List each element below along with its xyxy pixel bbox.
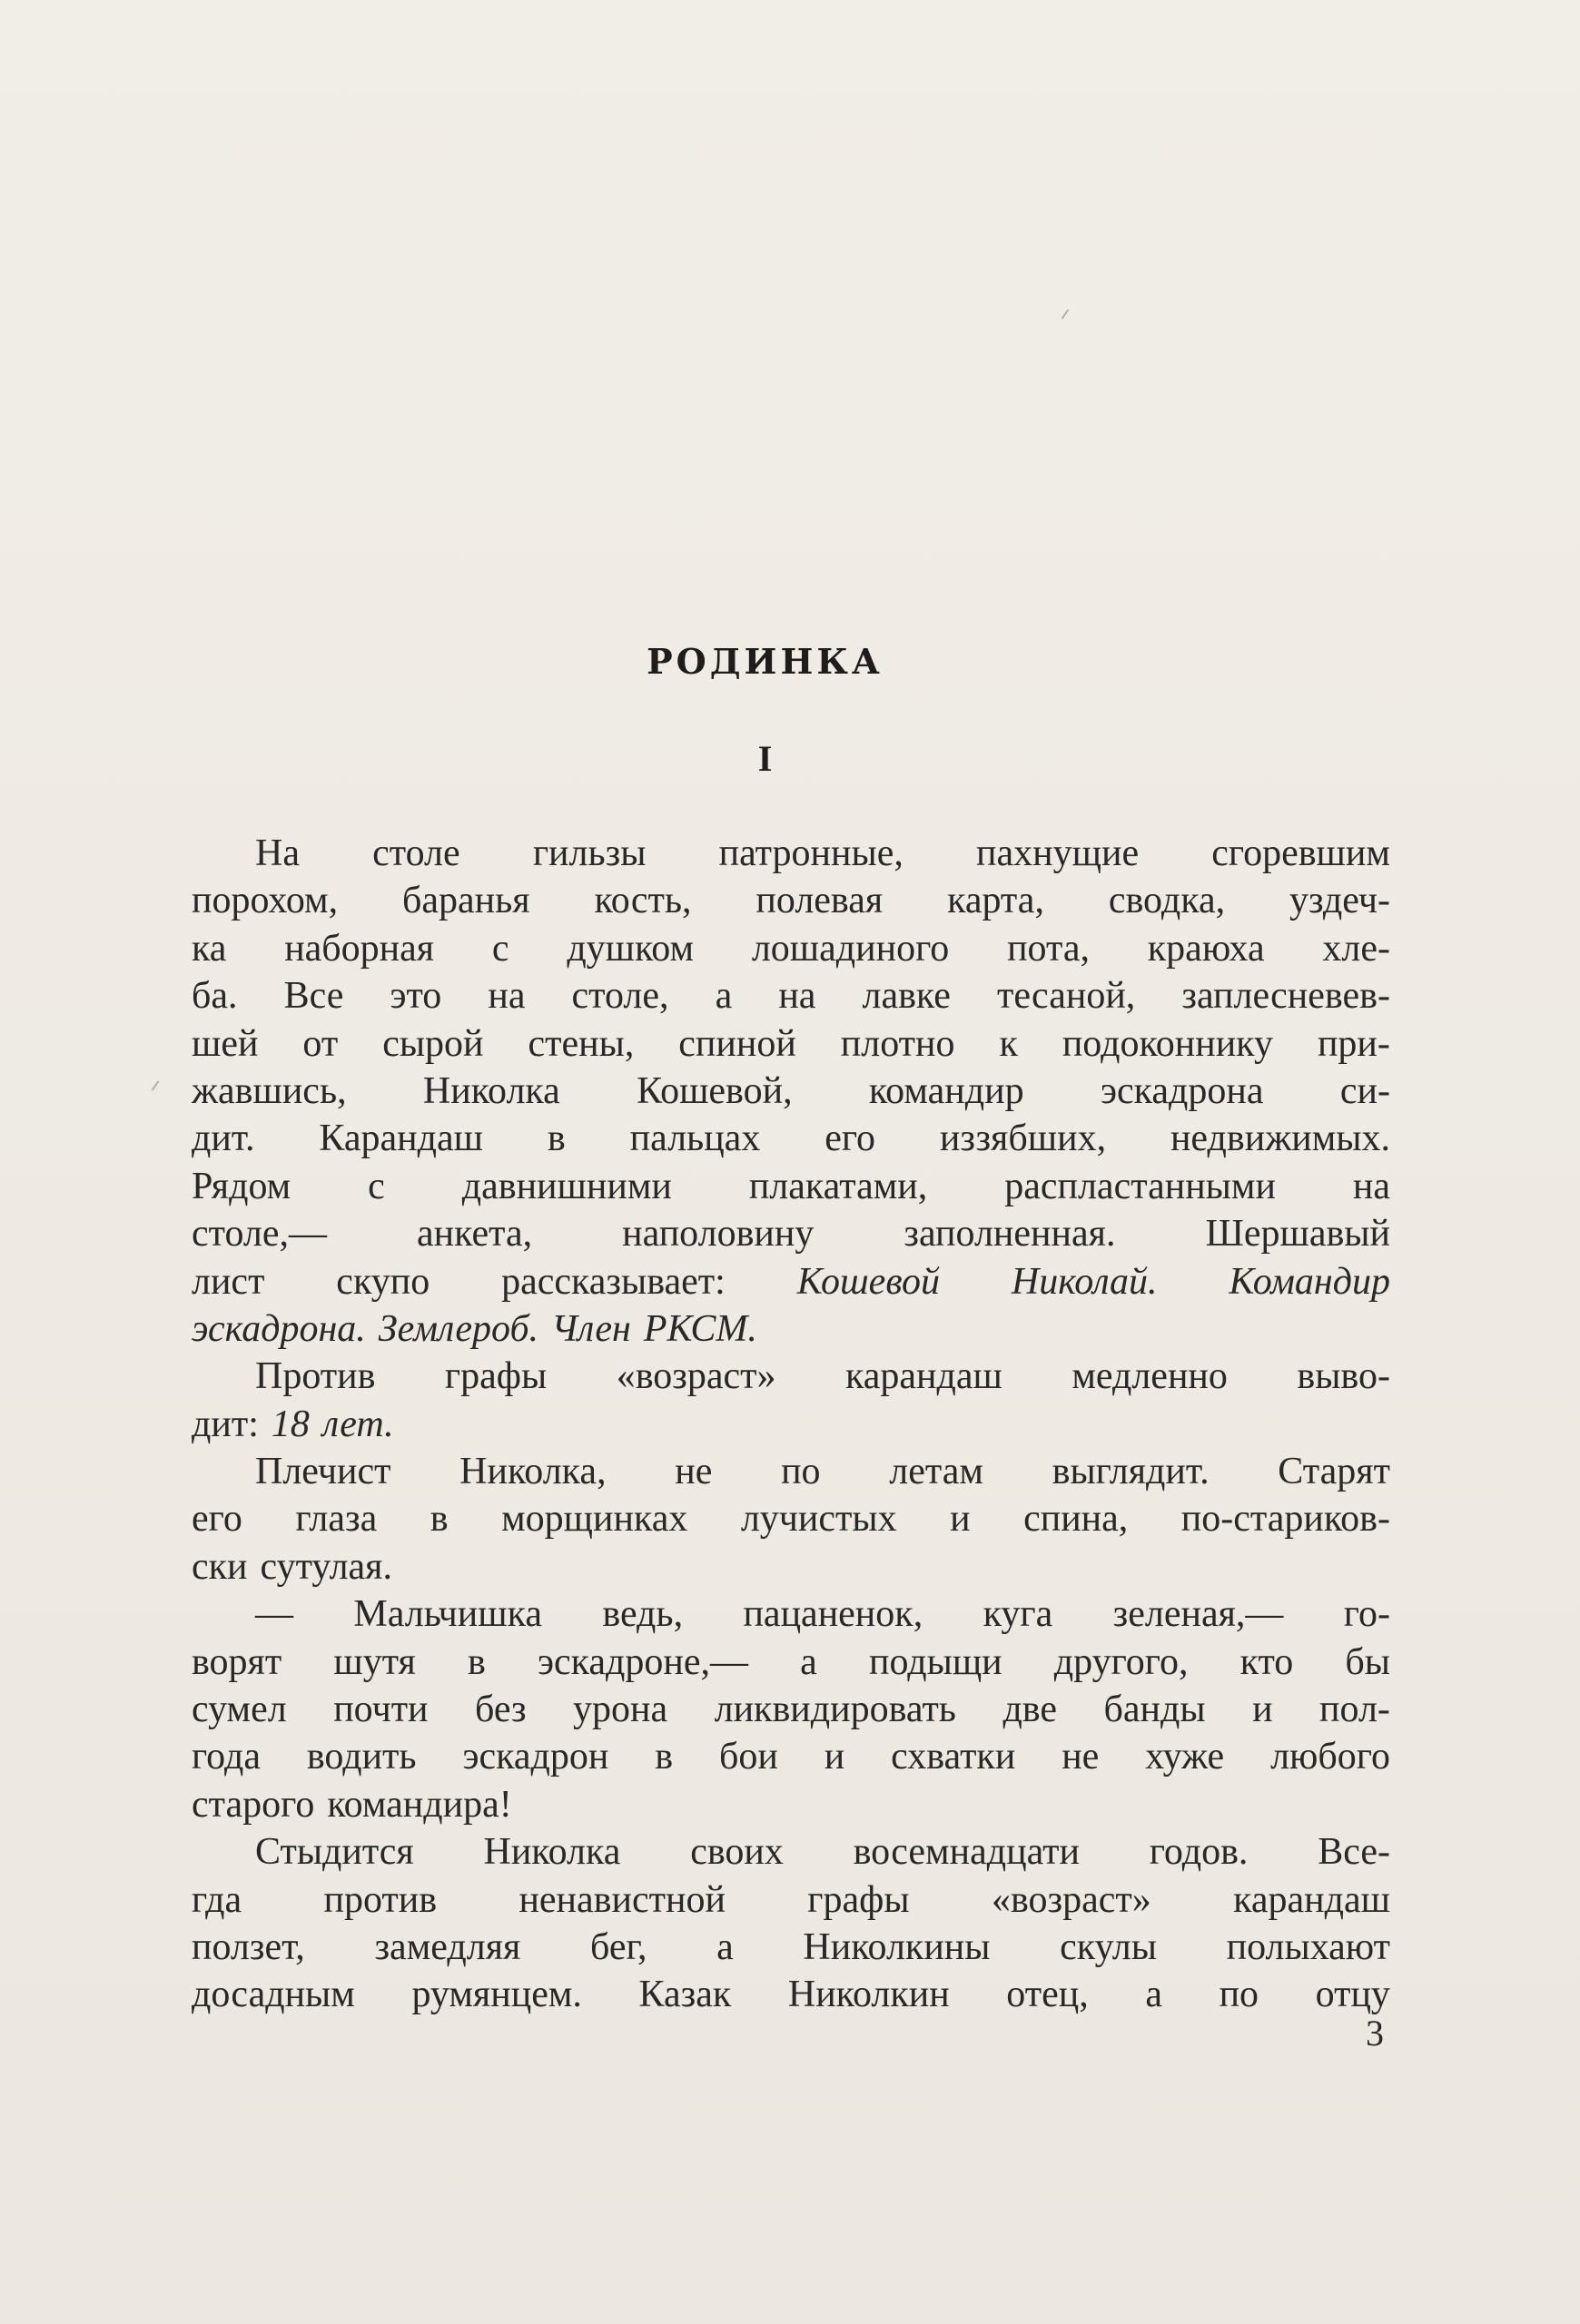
text-line [192, 1781, 1390, 1828]
word: на [1352, 1165, 1390, 1207]
word: в [655, 1736, 674, 1778]
word: Член [551, 1307, 631, 1350]
word: анкета, [417, 1213, 533, 1256]
word: пол- [1319, 1689, 1390, 1731]
word: эскадроне,— [537, 1640, 749, 1683]
word: заполненная. [904, 1213, 1116, 1256]
text-line [192, 1401, 1390, 1448]
word: на [488, 975, 526, 1018]
word: Николай. [1011, 1260, 1158, 1303]
word: пальцах [629, 1118, 761, 1160]
word: уздеч- [1289, 880, 1390, 922]
paper-speck [1062, 310, 1070, 320]
body-text [192, 830, 1390, 2019]
word: выво- [1297, 1355, 1390, 1398]
word: а [1145, 1974, 1162, 2016]
word: скупо [336, 1260, 430, 1303]
word: наборная [284, 927, 435, 970]
word: столе, [571, 975, 669, 1018]
text-line [192, 1068, 1390, 1115]
word: его [192, 1498, 242, 1541]
text-line [192, 1686, 1390, 1733]
word: ворят [192, 1640, 282, 1683]
word: по [1219, 1974, 1259, 2016]
word: любого [1270, 1736, 1390, 1778]
word: зеленая,— [1112, 1593, 1284, 1636]
word: Старят [1278, 1451, 1390, 1493]
word: полевая [755, 880, 884, 922]
word: ползет, [192, 1925, 305, 1968]
text-line [192, 925, 1390, 972]
word: старого [192, 1783, 315, 1826]
word: в [467, 1640, 486, 1683]
word: водить [306, 1736, 417, 1778]
text-line [192, 1828, 1390, 1876]
word: бег, [590, 1925, 647, 1968]
word: РКСМ. [643, 1307, 757, 1350]
word: это [390, 975, 442, 1018]
word: в [430, 1498, 449, 1541]
word: дит: [192, 1403, 259, 1445]
word: пацаненок, [743, 1593, 923, 1636]
word: сумел [192, 1689, 287, 1731]
word: Николкины [803, 1925, 991, 1968]
word: хуже [1145, 1736, 1225, 1778]
word: Землероб. [378, 1307, 539, 1350]
word: лучистых [740, 1498, 897, 1541]
word: ба. [192, 975, 238, 1018]
word: рассказывает: [501, 1260, 726, 1303]
word: Все [283, 975, 344, 1018]
word: лист [192, 1260, 265, 1303]
text-line [192, 1639, 1390, 1686]
word: Плечист [255, 1451, 391, 1493]
word: бои [719, 1736, 778, 1778]
word: плакатами, [748, 1165, 928, 1207]
word: лошадиного [751, 927, 950, 970]
word: Николка [422, 1069, 560, 1112]
text-line [192, 830, 1390, 877]
word: — [255, 1593, 293, 1636]
word: душком [567, 927, 695, 970]
word: лет. [321, 1403, 394, 1445]
word: хле- [1322, 927, 1390, 970]
word: наполовину [622, 1213, 815, 1256]
word: графы [807, 1878, 910, 1921]
word: Все- [1318, 1831, 1390, 1874]
word: в [547, 1118, 566, 1160]
word: эскадрон [462, 1736, 609, 1778]
word: ски [192, 1545, 248, 1588]
text-line [192, 972, 1390, 1019]
word: ведь, [602, 1593, 684, 1636]
word: пахнущие [976, 832, 1140, 874]
word: На [255, 832, 300, 874]
word: без [475, 1689, 527, 1731]
word: и [950, 1498, 971, 1541]
word: стены, [528, 1022, 635, 1065]
word: «возраст» [991, 1878, 1151, 1921]
word: ненавистной [518, 1878, 726, 1921]
word: Николка, [459, 1451, 607, 1493]
word: Стыдится [255, 1831, 414, 1874]
word: распластанными [1004, 1165, 1276, 1207]
word: Николка [483, 1831, 621, 1874]
word: другого, [1053, 1640, 1189, 1683]
word: замедляя [374, 1925, 521, 1968]
word: подыщи [868, 1640, 1002, 1683]
word: не [1062, 1736, 1100, 1778]
word: лавке [862, 975, 951, 1018]
word: карандаш [844, 1355, 1002, 1398]
word: морщинках [501, 1498, 688, 1541]
word: баранья [402, 880, 530, 922]
word: столе [372, 832, 460, 874]
word: отцу [1315, 1974, 1390, 2016]
story-title: РОДИНКА [647, 641, 884, 682]
word: сутулая. [260, 1545, 392, 1588]
word: командира! [327, 1783, 512, 1826]
word: Кошевой [796, 1260, 941, 1303]
word: с [491, 927, 509, 970]
word: сырой [382, 1022, 484, 1065]
word: кто [1239, 1640, 1294, 1683]
word: недвижимых. [1170, 1118, 1390, 1160]
word: его [825, 1118, 876, 1160]
word: Рядом [192, 1165, 291, 1207]
word: краюха [1147, 927, 1265, 970]
word: а [715, 975, 733, 1018]
word: по-стариков- [1180, 1498, 1390, 1541]
word: Николкин [787, 1974, 950, 2016]
word: порохом, [192, 880, 339, 922]
text-line [192, 1876, 1390, 1924]
word: жавшись, [192, 1069, 347, 1112]
word: подоконнику [1062, 1022, 1273, 1065]
word: а [716, 1925, 734, 1968]
word: гильзы [532, 832, 647, 874]
text-line [192, 1353, 1390, 1400]
word: спина, [1023, 1498, 1129, 1541]
word: на [778, 975, 816, 1018]
word: скулы [1060, 1925, 1157, 1968]
word: летам [889, 1451, 983, 1493]
text-line [192, 1924, 1390, 1971]
text-line [192, 1733, 1390, 1780]
word: сводка, [1108, 880, 1226, 922]
word: куга [983, 1593, 1053, 1636]
word: «возраст» [616, 1355, 776, 1398]
word: патронные, [718, 832, 904, 874]
word: пота, [1007, 927, 1090, 970]
text-line [192, 1448, 1390, 1495]
word: по [781, 1451, 821, 1493]
word: спиной [678, 1022, 796, 1065]
word: схватки [891, 1736, 1016, 1778]
word: гда [192, 1878, 242, 1921]
word: с [368, 1165, 385, 1207]
word: Карандаш [319, 1118, 483, 1160]
word: сгоревшим [1211, 832, 1390, 874]
word: против [323, 1878, 438, 1921]
text-line [192, 1258, 1390, 1305]
word: Мальчишка [353, 1593, 542, 1636]
text-line [192, 1590, 1390, 1638]
word: иззябших, [939, 1118, 1107, 1160]
word: Кошевой, [637, 1069, 793, 1112]
word: годов. [1149, 1831, 1249, 1874]
word: досадным [192, 1974, 355, 2016]
word: ка [192, 927, 227, 970]
text-line [192, 1305, 1390, 1353]
word: командир [868, 1069, 1024, 1112]
word: не [675, 1451, 713, 1493]
word: урона [573, 1689, 668, 1731]
word: и [824, 1736, 845, 1778]
text-line [192, 1210, 1390, 1257]
word: выглядит. [1052, 1451, 1210, 1493]
word: 18 [271, 1403, 310, 1445]
word: си- [1339, 1069, 1390, 1112]
word: Против [255, 1355, 376, 1398]
word: Казак [638, 1974, 732, 2016]
word: румянцем. [411, 1974, 582, 2016]
page-number: 3 [1366, 2013, 1384, 2053]
word: плотно [840, 1022, 955, 1065]
chapter-number: I [757, 738, 773, 779]
text-line [192, 877, 1390, 924]
text-line [192, 1163, 1390, 1210]
word: кость, [594, 880, 692, 922]
word: почти [333, 1689, 429, 1731]
text-line [192, 1495, 1390, 1542]
word: к [999, 1022, 1018, 1065]
word: полыхают [1226, 1925, 1390, 1968]
word: Командир [1229, 1260, 1390, 1303]
text-line [192, 1020, 1390, 1068]
word: бы [1345, 1640, 1390, 1683]
word: медленно [1071, 1355, 1228, 1398]
word: глаза [295, 1498, 378, 1541]
word: две [1002, 1689, 1058, 1731]
word: шутя [333, 1640, 416, 1683]
word: Шершавый [1205, 1213, 1390, 1256]
word: тесаной, [997, 975, 1136, 1018]
word: го- [1343, 1593, 1390, 1636]
word: графы [444, 1355, 548, 1398]
word: дит. [192, 1118, 255, 1160]
word: эскадрона [1100, 1069, 1264, 1112]
word: года [192, 1736, 261, 1778]
word: давнишними [461, 1165, 672, 1207]
word: и [1252, 1689, 1273, 1731]
text-line [192, 1543, 1390, 1590]
word: шей [192, 1022, 259, 1065]
word: карта, [947, 880, 1044, 922]
paper-speck [152, 1081, 160, 1091]
word: восемнадцати [853, 1831, 1080, 1874]
word: банды [1103, 1689, 1206, 1731]
word: при- [1317, 1022, 1390, 1065]
word: ликвидировать [714, 1689, 956, 1731]
word: эскадрона. [192, 1307, 366, 1350]
text-line [192, 1971, 1390, 2018]
word: а [800, 1640, 817, 1683]
text-line [192, 1115, 1390, 1162]
word: своих [690, 1831, 784, 1874]
word: отец, [1006, 1974, 1089, 2016]
word: карандаш [1233, 1878, 1390, 1921]
word: заплесневев- [1181, 975, 1390, 1018]
word: столе,— [192, 1213, 327, 1256]
word: от [302, 1022, 339, 1065]
